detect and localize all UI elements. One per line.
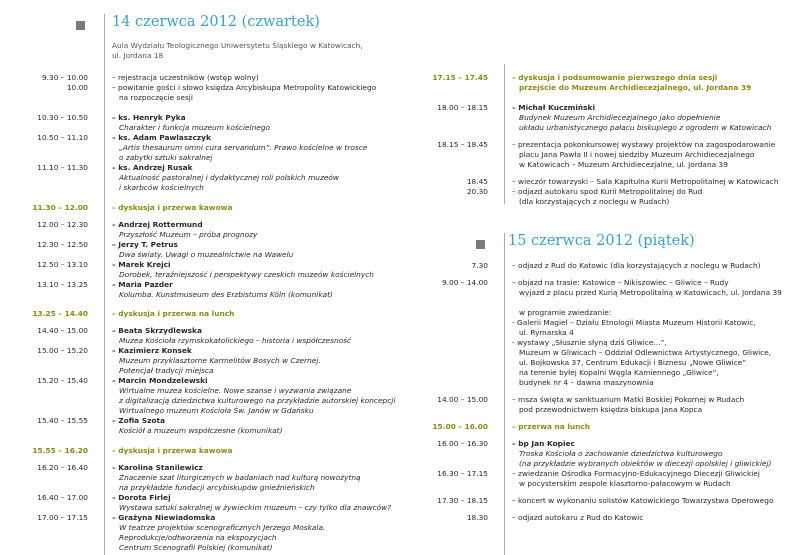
speaker-name: – ks. Henryk Pyka (112, 113, 186, 122)
row-text-line: przejście do Muzeum Archidiecezjalnego, ul. Jordana 39 (519, 83, 752, 92)
row-text-line: – dyskusja i podsumowanie pierwszego dnia sesji (512, 73, 718, 82)
row-text-line: pod przewodnictwem księdza biskupa Jana Kopca (519, 405, 703, 414)
row-time: 12.00 – 12.30 (37, 220, 88, 229)
row-text-line: ul. Bojkowska 37, Centrum Edukacji i Biznesu „Nowe Gliwice” (519, 358, 747, 367)
talk-title-line: Kolumba. Kunstmuseum des Erzbistums Köln (komunikat) (119, 290, 333, 299)
row-time: 10.30 – 10.50 (37, 113, 88, 122)
row-text-line: – dyskusja i przerwa kawowa (112, 446, 233, 455)
row-text-line: – wieczór towarzyski – Sala Kapitulna Kurii Metropolitalnej w Katowicach (512, 177, 779, 186)
row-text-line: – odjazd autokaru z Rud do Katowic (512, 513, 644, 522)
row-text-line: – dyskusja i przerwa kawowa (112, 203, 233, 212)
talk-title-line: z digitalizacją dziedzictwa kulturowego na przykładzie autorskiej koncepcji (119, 396, 396, 405)
talk-title-line: Przyszłość Muzeum – próba prognozy (119, 230, 258, 239)
day1-divider-line (104, 14, 105, 555)
day1-continuation-divider-line (504, 64, 505, 204)
talk-title-line: Charakter i funkcja muzeum kościelnego (119, 123, 271, 132)
row-text-line: – zwiedzanie Ośrodka Formacyjno-Edukacyjnego Diecezji Gliwickiej (512, 469, 760, 478)
talk-title-line: o zabytki sztuki sakralnej (119, 153, 213, 162)
talk-title-line: Wirtualnego muzeum Kościoła Św. Janów w Gdańsku (119, 406, 314, 415)
row-time: 15.20 – 15.40 (37, 376, 88, 385)
day2-divider-line (504, 233, 505, 555)
row-text-line: – powitanie gości i słowo księdza Arcybiskupa Metropolity Katowickiego (112, 83, 377, 92)
row-text-line: – koncert w wykonaniu solistów Katowickiego Towarzystwa Operowego (512, 496, 774, 505)
talk-title-line: Kościół a muzeum współczesne (komunikat) (119, 426, 283, 435)
talk-title-line: Wystawa sztuki sakralnej w żywieckim muzeum – czy tylko dla znawców? (119, 503, 392, 512)
row-time: 9.00 – 14.00 (441, 278, 488, 287)
row-text-line: w Katowicach – Muzeum Archidiecezjalne, ul. Jordana 39 (519, 160, 728, 169)
speaker-name: – Marek Krejci (112, 260, 171, 269)
row-time: 11.30 – 12.00 (32, 203, 88, 212)
speaker-name: – ks. Adam Pawlaszczyk (112, 133, 211, 142)
day1-marker-square (76, 21, 85, 30)
row-text-line: – odjazd autokaru spod Kurii Metropolitalnej do Rud (512, 187, 703, 196)
talk-title-line: Muzea Kościoła rzymskokatolickiego – historia i współczesność (119, 336, 352, 345)
row-time: 15.00 – 16.00 (432, 422, 488, 431)
talk-title-line: i skarbców kościelnych (119, 183, 204, 192)
talk-title-line: Aktualność pastoralnej i dydaktycznej roli polskich muzeów (119, 173, 339, 182)
row-time: 7.30 (471, 261, 488, 270)
talk-title-line: układu urbanistycznego pałacu biskupiego z ogrodem w Katowicach (519, 123, 772, 132)
row-time: 16.40 – 17.00 (37, 493, 88, 502)
talk-title-line: Reprodukcje/odtworzenia na ekspozycjach (119, 533, 277, 542)
talk-title-line: Wirtualne muzea kościelne. Nowe szanse i wyzwania związane (119, 386, 352, 395)
row-text-line: Muzeum w Gliwicach – Oddział Odlewnictwa Artystycznego, Gliwice, (519, 348, 772, 357)
row-text-line: ul. Rymarska 4 (519, 328, 574, 337)
day2-title: 15 czerwca 2012 (piątek) (508, 233, 695, 249)
talk-title-line: „Artis thesaurum omni cura servandum”. Prawo kościelne w trosce (119, 143, 368, 152)
row-time: 14.00 – 15.00 (437, 395, 488, 404)
talk-title-line: Potencjał tradycji miejsca (119, 366, 214, 375)
speaker-name: – Michał Kuczmiński (512, 103, 595, 112)
speaker-name: – Karolina Stanilewicz (112, 463, 203, 472)
talk-title-line: na przykładzie fundacji arcybiskupów gnieźnieńskich (119, 483, 315, 492)
row-time: 9.30 – 10.00 (41, 73, 88, 82)
speaker-name: – Grażyna Niewiadomska (112, 513, 216, 522)
speaker-name: – Beata Skrzydlewska (112, 326, 202, 335)
row-time: 17.15 – 17.45 (432, 73, 488, 82)
row-text-line: wyjazd z placu przed Kurią Metropolitalną w Katowicach, ul. Jordana 39 (519, 288, 782, 297)
row-text-line: placu Jana Pawła II i nowej siedziby Muzeum Archidiecezjalnego (519, 150, 755, 159)
row-text-line: – objazd na trasie: Katowice – Nikiszowiec – Gliwice – Rudy (512, 278, 729, 287)
row-text-line: na rozpoczęcie sesji (119, 93, 193, 102)
talk-title-line: Centrum Scenografii Polskiej (komunikat) (119, 543, 273, 552)
speaker-name: – bp Jan Kopiec (512, 439, 575, 448)
row-text-line: – rejestracja uczestników (wstęp wolny) (112, 73, 259, 82)
row-text-line: – przerwa na lunch (512, 422, 591, 431)
row-time: 15.00 – 15.20 (37, 346, 88, 355)
row-time: 17.30 – 18.15 (437, 496, 488, 505)
day1-title: 14 czerwca 2012 (czwartek) (112, 14, 320, 30)
speaker-name: – Maria Pazder (112, 280, 173, 289)
day2-marker-square (476, 240, 485, 249)
talk-title-line: Muzeum przyklasztorne Karmelitów Bosych w Czernej. (119, 356, 321, 365)
talk-title-line: (na przykładzie wybranych obiektów w diecezji opolskiej i gliwickiej) (519, 459, 772, 468)
row-text-line: (dla korzystających z noclegu w Rudach) (519, 197, 670, 206)
row-text-line: – prezentacja pokonkursowej wystawy projektów na zagospodarowanie (512, 140, 776, 149)
row-text-line: – odjazd z Rud do Katowic (dla korzystających z noclegu w Rudach) (512, 261, 761, 270)
row-time: 17.00 – 17.15 (37, 513, 88, 522)
speaker-name: – Kazimierz Konsek (112, 346, 192, 355)
row-time: 18.15 – 18.45 (437, 140, 488, 149)
row-text-line: budynek nr 4 – dawna maszynownia (519, 378, 654, 387)
day1-venue-line-2: ul. Jordana 18 (112, 51, 164, 60)
row-text-line: – dyskusja i przerwa na lunch (112, 309, 235, 318)
talk-title-line: Troska Kościoła o zachowanie dziedzictwa kulturowego (519, 449, 723, 458)
row-time: 18.45 (466, 177, 488, 186)
talk-title-line: Znaczenie szat liturgicznych w badaniach nad kulturą nowożytną (119, 473, 361, 482)
row-text-line: – msza święta w sanktuarium Matki Boskiej Pokornej w Rudach (512, 395, 745, 404)
row-time: 13.25 – 14.40 (32, 309, 88, 318)
speaker-name: – Zofia Szota (112, 416, 165, 425)
row-text-line: - Galerii Magiel – Działu Etnologii Miasta Muzeum Historii Katowic, (512, 318, 756, 327)
day1-venue-line-1: Aula Wydziału Teologicznego Uniwersytetu Śląskiego w Katowicach, (112, 41, 363, 50)
row-time: 11.10 – 11.30 (37, 163, 88, 172)
row-time: 15.55 – 16.20 (32, 446, 88, 455)
talk-title-line: Budynek Muzeum Archidiecezjalnego jako dopełnienie (519, 113, 721, 122)
row-time: 14.40 – 15.00 (37, 326, 88, 335)
talk-title-line: Dwa światy. Uwagi o muzealnictwie na Wawelu (119, 250, 294, 259)
row-time: 12.50 – 13.10 (37, 260, 88, 269)
row-time: 12.30 – 12.50 (37, 240, 88, 249)
speaker-name: – Jerzy T. Petrus (112, 240, 178, 249)
speaker-name: – ks. Andrzej Rusak (112, 163, 193, 172)
speaker-name: – Marcin Mondzelewski (112, 376, 208, 385)
row-text-line: - wystawy „Słusznie słyną dziś Gliwice...”, (512, 338, 667, 347)
row-time: 16.00 – 16.30 (437, 439, 488, 448)
row-time: 16.30 – 17.15 (437, 469, 488, 478)
row-text-line: na terenie byłej Kopalni Węgla Kamiennego „Gliwice”, (519, 368, 719, 377)
row-time: 15.40 – 15.55 (37, 416, 88, 425)
row-time: 18.00 – 18.15 (437, 103, 488, 112)
talk-title-line: W teatrze projektów scenograficznych Jerzego Moskala. (119, 523, 326, 532)
row-time: 13.10 – 13.25 (37, 280, 88, 289)
row-time: 10.00 (66, 83, 88, 92)
row-text-line: w programie zwiedzanie: (519, 308, 612, 317)
talk-title-line: Dorobek, teraźniejszość i perspektywy czeskich muzeów kościelnych (119, 270, 374, 279)
speaker-name: – Andrzej Rottermund (112, 220, 203, 229)
row-time: 16.20 – 16.40 (37, 463, 88, 472)
speaker-name: – Dorota Firlej (112, 493, 171, 502)
row-time: 10.50 – 11.10 (37, 133, 88, 142)
row-text-line: w pocysterskim zespole klasztorno-pałacowym w Rudach (519, 479, 731, 488)
row-time: 18.30 (466, 513, 488, 522)
row-time: 20.30 (466, 187, 488, 196)
